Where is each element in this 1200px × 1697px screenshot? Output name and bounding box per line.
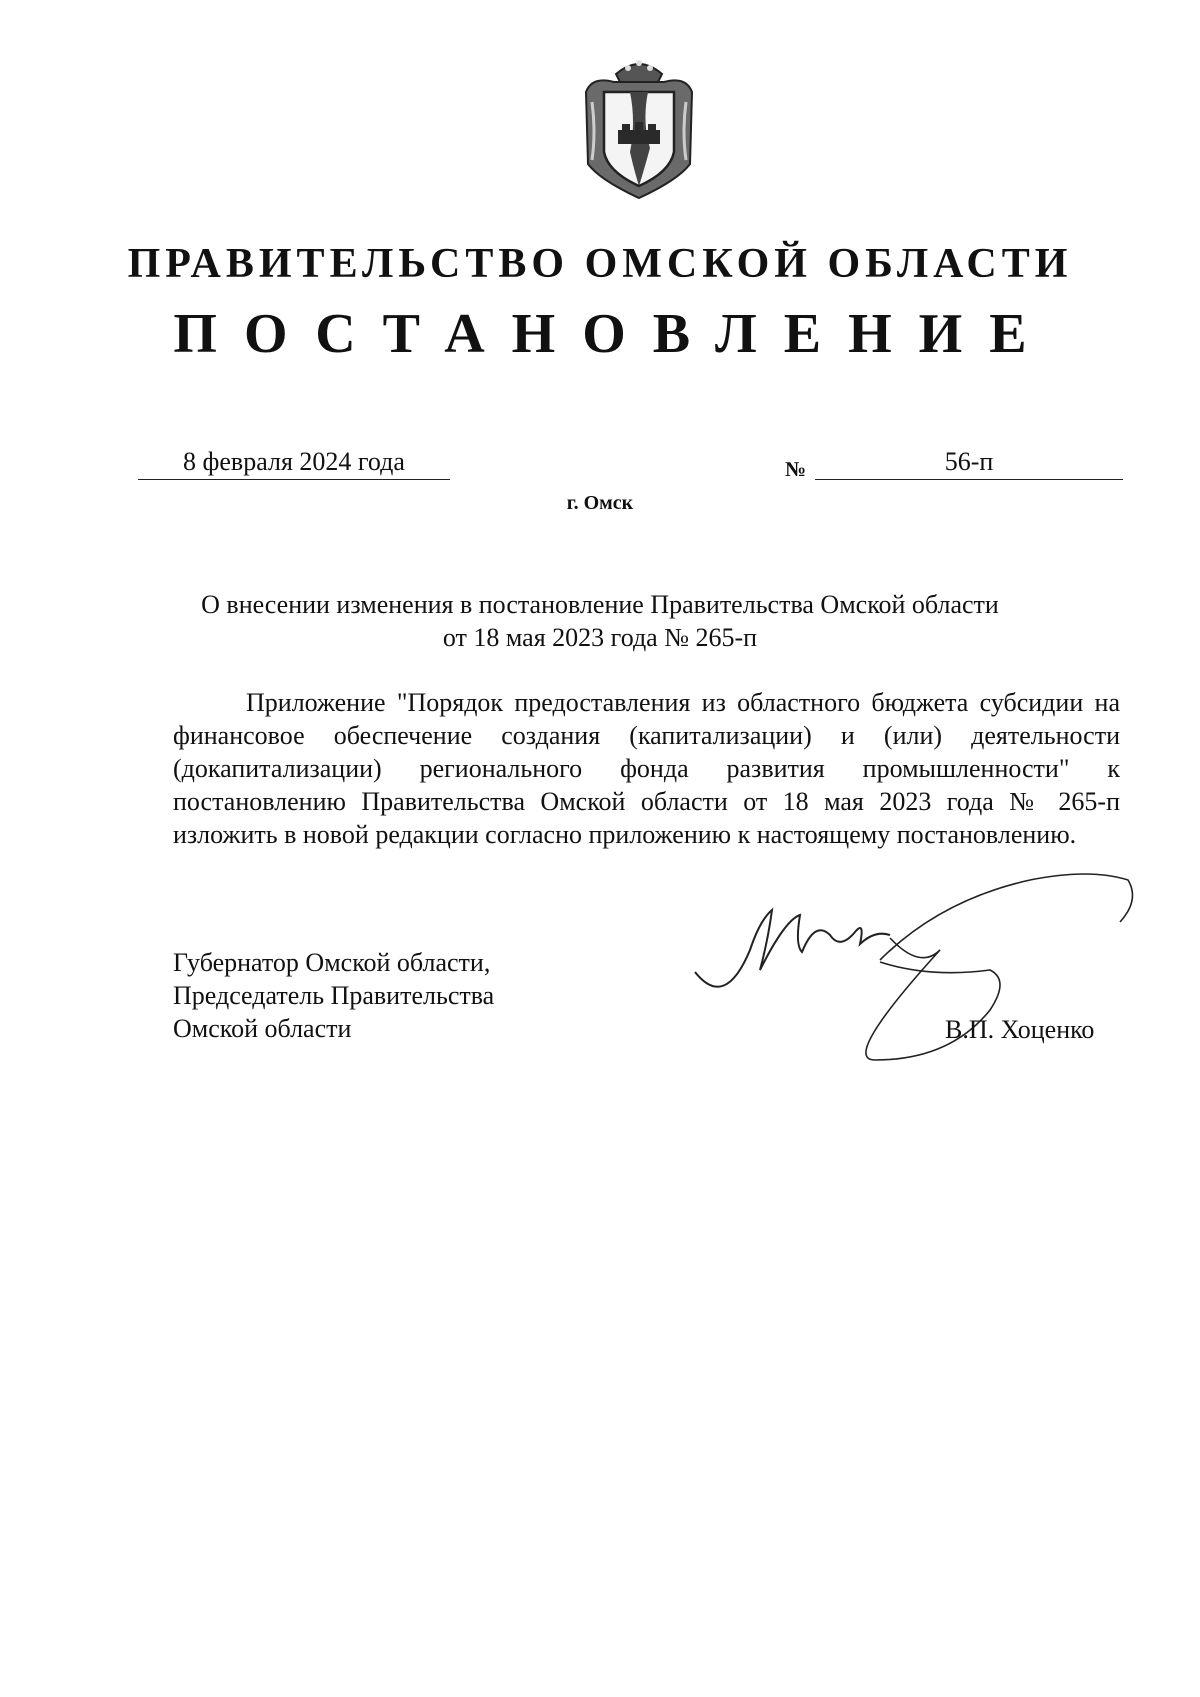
- document-type-title: ПОСТАНОВЛЕНИЕ: [173, 303, 1054, 365]
- organization-title: ПРАВИТЕЛЬСТВО ОМСКОЙ ОБЛАСТИ: [127, 241, 1073, 287]
- document-date: 8 февраля 2024 года: [138, 447, 450, 480]
- signer-title-line-1: Губернатор Омской области,: [173, 948, 491, 977]
- subject-line-1: О внесении изменения в постановление Правительства Омской области: [201, 590, 999, 619]
- subject-line-2: от 18 мая 2023 года № 265-п: [442, 623, 758, 652]
- signer-title-line-3: Омской области: [173, 1014, 352, 1043]
- number-label: №: [785, 457, 807, 481]
- body-paragraph: [173, 686, 1120, 851]
- signer-title-line-2: Председатель Правительства: [173, 981, 495, 1010]
- body-paragraph-text: Приложение "Порядок предоставления из областного бюджета субсидии на финансовое обеспечение создания (капитализации) и (или) деятельности (докапитализации) регионального фонда развития промышленности" к постановлению Правительства Омской области от 18 мая 2023 года № 265-п изложить в новой редакции согласно приложению к настоящему постановлению.: [173, 688, 1120, 849]
- city-label: г. Омск: [566, 492, 634, 514]
- document-number: 56-п: [815, 447, 1123, 480]
- document-subject: [150, 588, 1050, 654]
- signer-name: В.П. Хоценко: [945, 1015, 1095, 1044]
- coat-of-arms-emblem: [578, 52, 700, 200]
- signer-title: [173, 946, 494, 1045]
